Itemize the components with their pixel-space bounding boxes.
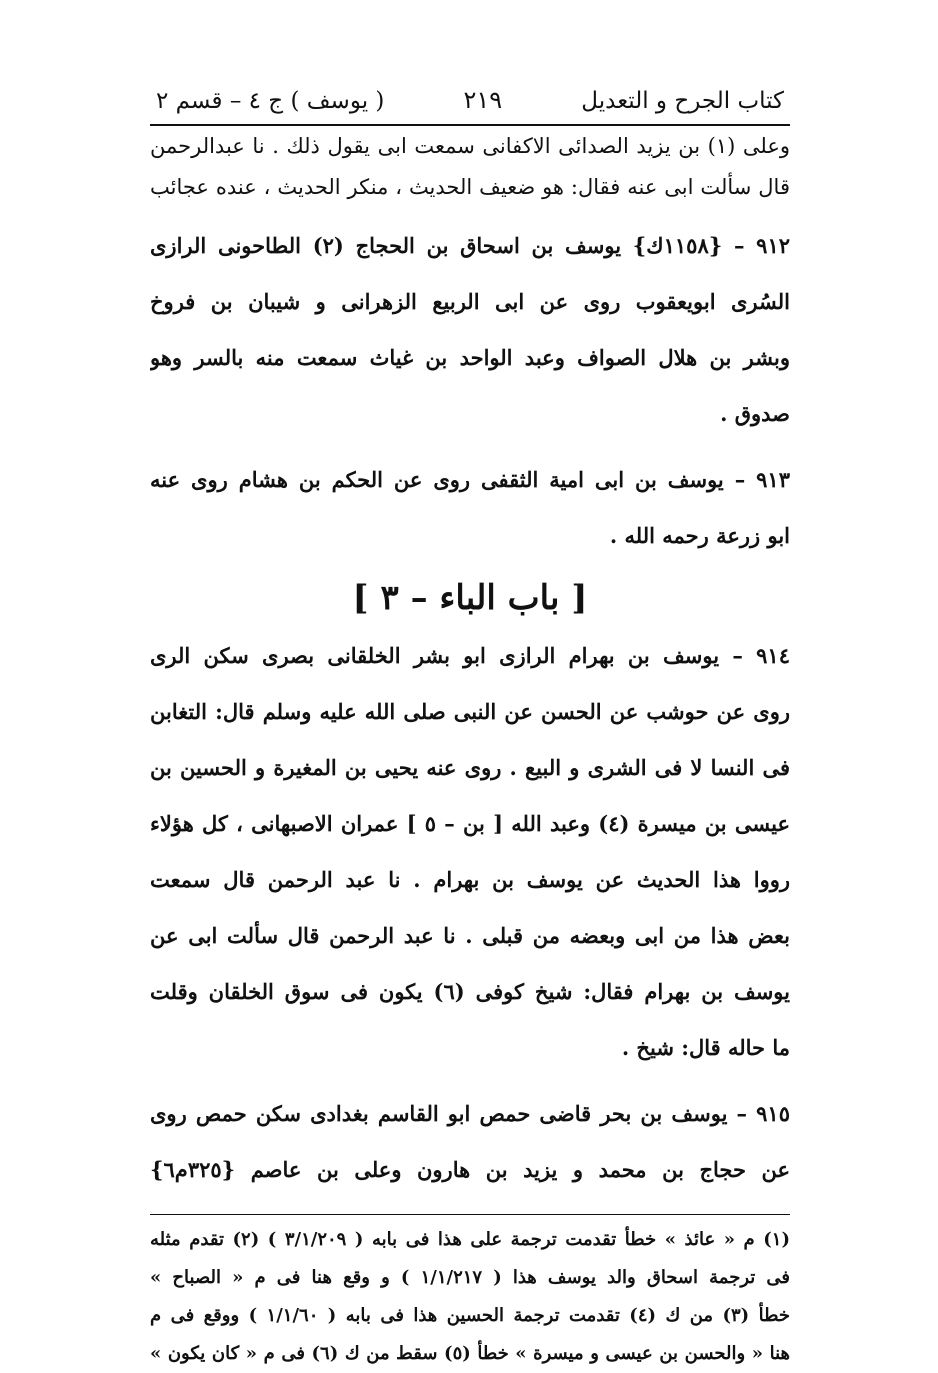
text-line: عيسى بن ميسرة (٤) وعبد الله [ بن – ٥ ] عمران الاصبهانى ، كل هؤلاء [150,811,790,836]
text-line: ابو زرعة رحمه الله . [609,523,790,548]
footnote-line: فى ترجمة اسحاق والد يوسف هذا ( ١/١/٢١٧ ) و وقع هنا فى م « الصباح » [150,1267,790,1288]
section-label: ( يوسف ) ج ٤ – قسم ٢ [156,88,385,114]
text-line: وعلى (١) بن يزيد الصدائى الاكفانى سمعت ابى يقول ذلك . نا عبدالرحمن [150,134,790,158]
text-line: صدوق . [720,401,790,426]
entry-915 [150,1086,790,1198]
text-line: ٩١٤ – يوسف بن بهرام الرازى ابو بشر الخلقانى بصرى سكن الرى [150,643,790,668]
entry-914 [150,628,790,1076]
text-line: فى النسا لا فى الشرى و البيع . روى عنه يحيى بن المغيرة و الحسين بن [150,755,790,780]
chapter-heading: [ باب الباء – ٣ ] [352,578,588,618]
text-line: وبشر بن هلال الصواف وعبد الواحد بن غياث سمعت منه بالسر وهو [150,345,790,370]
page-number: ٢١٩ [463,86,503,114]
footnotes [150,1221,790,1373]
text-line: ٩١٥ – يوسف بن بحر قاضى حمص ابو القاسم بغدادى سكن حمص روى [150,1101,790,1126]
book-page [150,78,790,1373]
entry-912 [150,218,790,442]
text-line: رووا هذا الحديث عن يوسف بن بهرام . نا عبد الرحمن قال سمعت [150,867,790,892]
footnote-line: خطأ (٣) من ك (٤) تقدمت ترجمة الحسين هذا فى بابه ( ١/١/٦٠ ) ووقع فى م [150,1305,790,1326]
text-line: ٩١٢ – {١١٥٨ك} يوسف بن اسحاق بن الحجاج (٢) الطاحونى الرازى [150,233,790,258]
text-line: روى عن حوشب عن الحسن عن النبى صلى الله عليه وسلم قال: التغابن [150,699,790,724]
text-line: ما حاله قال: شيخ . [621,1035,790,1060]
footnote-line: هنا « والحسن بن عيسى و ميسرة » خطأ (٥) سقط من ك (٦) فى م « كان يكون » [150,1343,790,1364]
entry-913 [150,452,790,564]
intro-paragraph [150,126,790,208]
text-line: السُرى ابويعقوب روى عن ابى الربيع الزهرانى و شيبان بن فروخ [150,289,790,314]
text-line: بعض هذا من ابى وبعضه من قبلى . نا عبد الرحمن قال سألت ابى عن [150,923,790,948]
text-line: ٩١٣ – يوسف بن ابى امية الثقفى روى عن الحكم بن هشام روى عنه [150,467,790,492]
running-header [150,78,790,124]
text-line: عن حجاج بن محمد و يزيد بن هارون وعلى بن عاصم {٣٢٥م٦} [150,1157,790,1182]
text-line: يوسف بن بهرام فقال: شيخ كوفى (٦) يكون فى سوق الخلقان وقلت [150,979,790,1004]
footnote-rule [150,1214,790,1215]
footnote-line: (١) م « عائذ » خطأ تقدمت ترجمة على هذا فى بابه ( ٣/١/٢٠٩ ) (٢) تقدم مثله [150,1229,790,1250]
book-title: كتاب الجرح و التعديل [581,88,784,114]
text-line: قال سألت ابى عنه فقال: هو ضعيف الحديث ، منكر الحديث ، عنده عجائب [150,175,790,199]
